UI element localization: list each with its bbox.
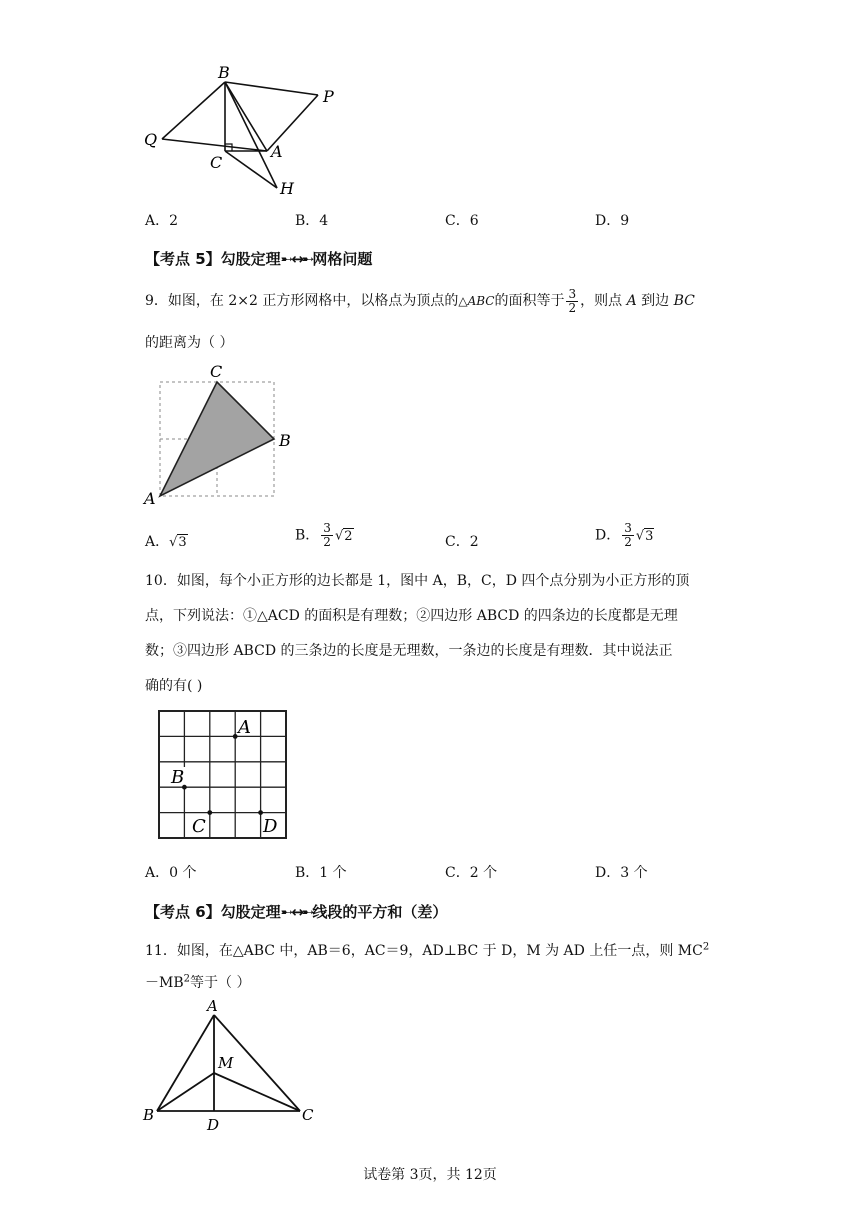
- q9-opt-d-label: D．: [595, 527, 621, 544]
- q11-sup-2: 2: [183, 973, 190, 985]
- q8-label-H: H: [280, 179, 294, 198]
- q11-sup-1: 2: [702, 941, 710, 953]
- q8-seg-BH: [225, 82, 277, 188]
- q8-option-a: A．2: [145, 213, 179, 229]
- q9-opt-b-radicand: 2: [344, 528, 353, 544]
- q8-seg-QB: [162, 82, 225, 139]
- q8-figure: [140, 64, 350, 200]
- section-5-heading: [145, 248, 372, 269]
- q9-opt-d-frac: [622, 522, 634, 549]
- q11-text-2a: －MB: [145, 975, 184, 991]
- q8-seg-QA: [162, 139, 267, 151]
- q11-label-D: D: [207, 1116, 220, 1134]
- q9-option-c: C．2: [445, 534, 479, 550]
- q10-point-D: [258, 810, 263, 815]
- q8-seg-CH: [225, 151, 277, 188]
- q10-point-C: [207, 810, 212, 815]
- q9-triangle: △ABC: [458, 294, 495, 308]
- q8-label-B: B: [218, 64, 230, 82]
- q9-text-d: 到边: [641, 293, 670, 309]
- q9-label-B: B: [279, 431, 291, 450]
- q8-label-Q: Q: [144, 130, 158, 149]
- q8-label-A: A: [271, 142, 283, 161]
- q8-option-c: C．6: [445, 213, 479, 229]
- q9-label-C: C: [210, 362, 223, 381]
- q9-opt-b-den: 2: [323, 535, 331, 549]
- q11-label-M: M: [218, 1054, 234, 1072]
- q10-label-B: B: [171, 767, 185, 788]
- q8-seg-BA: [225, 82, 267, 151]
- q9-text-a: 9．如图，在 2×2 正方形网格中，以格点为顶点的: [145, 293, 459, 309]
- q9-edge-bc: BC: [673, 293, 695, 309]
- section-6-prefix: 【考点 6】勾股定理: [145, 903, 281, 921]
- q10-option-b: B．1 个: [295, 865, 347, 881]
- q9-figure: [140, 362, 300, 512]
- q9-opt-b-num: 3: [323, 521, 331, 535]
- q8-label-P: P: [323, 87, 334, 106]
- q11-figure: [140, 998, 330, 1138]
- q9-opt-a-sqrt: √3: [169, 535, 187, 550]
- section-5-arrows: ➸↔➸: [280, 250, 313, 268]
- q8-option-b: B．4: [295, 213, 329, 229]
- q9-text-c: ，则点: [580, 293, 623, 309]
- q10-line-2: 点，下列说法：①△ACD 的面积是有理数；②四边形 ABCD 的四条边的长度都是无理: [145, 608, 678, 624]
- q11-label-B: B: [143, 1106, 155, 1124]
- q11-seg-AB: [157, 1015, 214, 1111]
- q9-frac-den: 2: [568, 300, 577, 315]
- q9-text-b: 的面积等于: [494, 293, 565, 309]
- q11-label-A: A: [207, 998, 218, 1015]
- section-6-arrows: ➸↔➸: [280, 903, 313, 921]
- q10-line-1: 10．如图，每个小正方形的边长都是 1，图中 A，B，C，D 四个点分别为小正方形的顶: [145, 573, 690, 589]
- section-5-prefix: 【考点 5】勾股定理: [145, 250, 281, 268]
- q11-text-2b: 等于（ ）: [190, 975, 251, 991]
- q11-label-C: C: [302, 1106, 314, 1124]
- q11-line-1: [145, 940, 709, 960]
- q9-line-1: [145, 286, 695, 316]
- q11-text-1: 11．如图，在△ABC 中，AB＝6，AC＝9，AD⊥BC 于 D，M 为 AD 上任一点，则 MC: [145, 943, 703, 959]
- q10-label-D: D: [263, 816, 278, 837]
- q9-option-b: [295, 522, 354, 549]
- q9-frac-num: 3: [568, 286, 577, 301]
- q11-seg-MC: [214, 1073, 300, 1111]
- q10-label-A: A: [238, 717, 251, 738]
- page-footer: 试卷第 3页，共 12页: [363, 1167, 497, 1183]
- q8-seg-BP: [225, 82, 318, 95]
- section-5-title: 网格问题: [312, 250, 373, 268]
- q10-option-a: A．0 个: [145, 865, 197, 881]
- q9-label-A: A: [144, 489, 156, 508]
- q9-opt-a-label: A．: [145, 534, 170, 550]
- q9-line-2: 的距离为（ ）: [145, 335, 234, 351]
- q10-point-A: [233, 734, 238, 739]
- q9-opt-b-label: B．: [295, 527, 320, 544]
- section-6-title: 线段的平方和（差）: [312, 903, 448, 921]
- q11-seg-MB: [157, 1073, 214, 1111]
- q9-opt-d-sqrt: √3: [635, 528, 654, 544]
- q10-figure: [158, 710, 290, 840]
- q9-opt-b-sqrt: √2: [334, 528, 353, 544]
- q10-line-3: 数；③四边形 ABCD 的三条边的长度是无理数，一条边的长度是有理数．其中说法正: [145, 643, 673, 659]
- q9-fraction: [566, 288, 578, 315]
- q8-label-C: C: [210, 153, 223, 172]
- q9-opt-d-radicand: 3: [645, 528, 654, 544]
- q9-opt-d-den: 2: [624, 535, 632, 549]
- q9-opt-b-frac: [321, 522, 333, 549]
- q11-line-2: [145, 972, 250, 992]
- q9-option-a: [145, 531, 188, 551]
- q10-option-c: C．2 个: [445, 865, 498, 881]
- q9-point-a: A: [626, 293, 637, 309]
- section-6-heading: [145, 901, 447, 922]
- q10-option-d: D．3 个: [595, 865, 648, 881]
- q9-opt-d-num: 3: [624, 521, 632, 535]
- q9-option-d: [595, 522, 654, 549]
- q10-label-C: C: [192, 816, 206, 837]
- q9-opt-a-radicand: 3: [178, 535, 187, 550]
- q10-line-4: 确的有( ): [145, 678, 203, 694]
- q8-option-d: D．9: [595, 213, 630, 229]
